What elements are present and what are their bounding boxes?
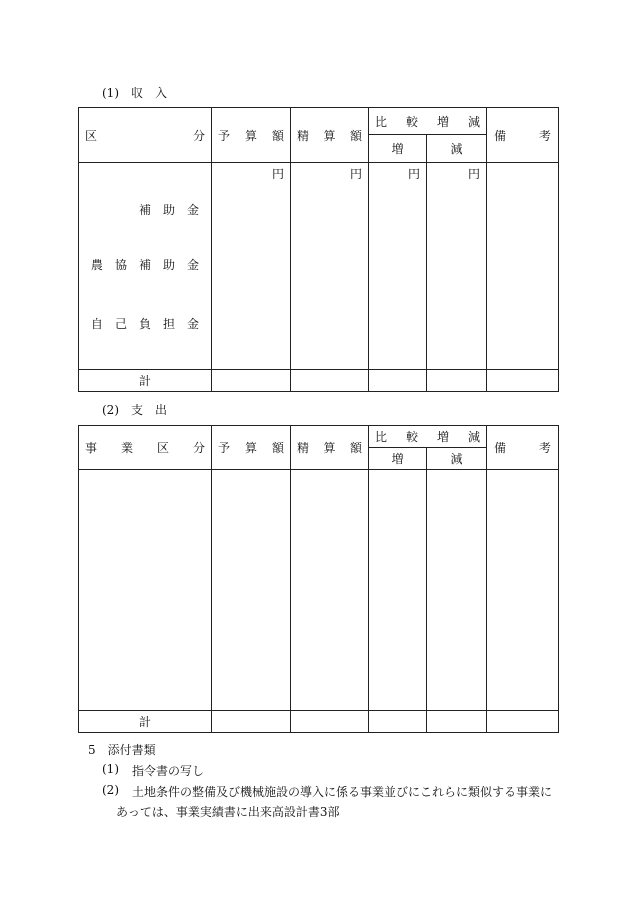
expense-total-budget	[212, 711, 291, 733]
attachment-item-2-num: (2)	[102, 783, 119, 797]
income-col-decrease: 減	[427, 135, 487, 163]
income-increase-unit: 円	[369, 163, 427, 370]
attachment-item-1-num: (1)	[102, 762, 119, 776]
income-row-coop-subsidy: 農 協 補 助 金	[90, 258, 199, 272]
expense-col-compare: 比 較 増 減	[369, 426, 487, 448]
expense-table	[78, 425, 559, 733]
expense-col-increase: 増	[369, 448, 427, 470]
income-budget-label: 予 算 額	[218, 128, 284, 143]
income-col-increase: 増	[369, 135, 427, 163]
expense-total-increase	[369, 711, 427, 733]
income-col-settlement: 精 算 額	[291, 108, 369, 163]
income-col-remarks: 備 考	[487, 108, 559, 163]
expense-heading: (2) 支 出	[102, 403, 167, 417]
income-remarks-cell	[487, 163, 559, 370]
expense-category-cell	[79, 470, 212, 711]
income-category-cell	[79, 163, 212, 370]
income-heading: (1) 収 入	[102, 86, 167, 100]
income-settlement-unit: 円	[291, 163, 369, 370]
expense-total-settlement	[291, 711, 369, 733]
expense-decrease-cell	[427, 470, 487, 711]
attachment-item-2-line1: 土地条件の整備及び機械施設の導入に係る事業並びにこれらに類似する事業に	[132, 785, 553, 799]
expense-col-decrease: 減	[427, 448, 487, 470]
income-col-compare: 比 較 増 減	[369, 108, 487, 135]
attachment-item-2-line2: あっては、事業実績書に出来高設計書3部	[116, 805, 340, 819]
expense-total-label: 計	[79, 711, 212, 733]
expense-budget-cell	[212, 470, 291, 711]
income-total-remarks	[487, 370, 559, 392]
income-total-budget	[212, 370, 291, 392]
income-col-category: 区 分	[79, 108, 212, 163]
expense-col-remarks: 備 考	[487, 426, 559, 470]
expense-settlement-cell	[291, 470, 369, 711]
expense-increase-cell	[369, 470, 427, 711]
expense-total-remarks	[487, 711, 559, 733]
income-total-settlement	[291, 370, 369, 392]
income-budget-unit: 円	[212, 163, 291, 370]
income-row-subsidy: 補 助 金	[138, 203, 199, 217]
income-decrease-unit: 円	[427, 163, 487, 370]
income-row-self-pay: 自 己 負 担 金	[90, 317, 199, 331]
expense-col-budget: 予 算 額	[212, 426, 291, 470]
income-total-label: 計	[79, 370, 212, 392]
expense-col-category: 事 業 区 分	[79, 426, 212, 470]
income-col-budget	[212, 108, 291, 163]
expense-col-settlement: 精 算 額	[291, 426, 369, 470]
expense-total-decrease	[427, 711, 487, 733]
income-table	[78, 107, 559, 392]
attachment-item-1-text: 指令書の写し	[132, 764, 205, 778]
income-total-increase	[369, 370, 427, 392]
attachments-heading: 5 添付書類	[88, 743, 156, 757]
expense-remarks-cell	[487, 470, 559, 711]
income-total-decrease	[427, 370, 487, 392]
